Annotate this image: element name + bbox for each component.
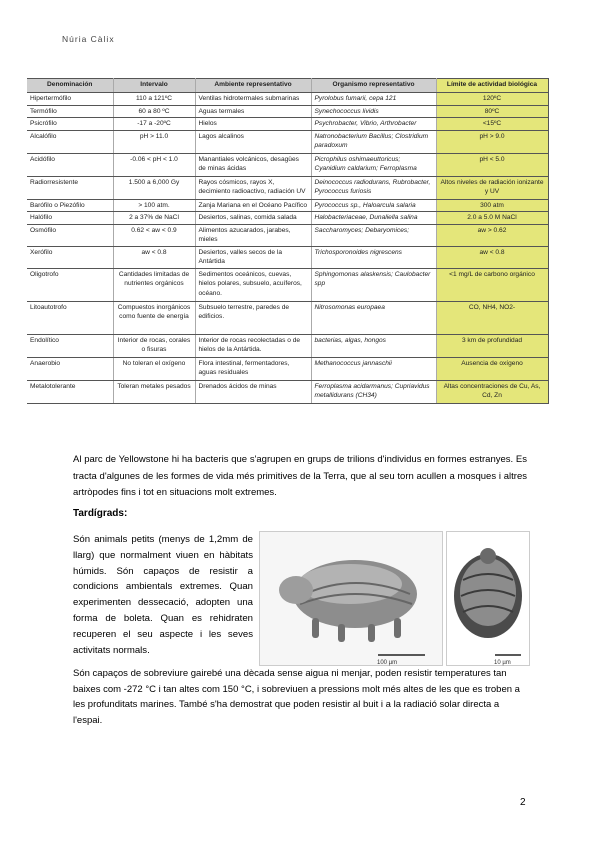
header-limite: Límite de actividad biológica (436, 79, 548, 93)
cell-environment: Drenados ácidos de minas (195, 380, 311, 403)
table-row (27, 199, 548, 212)
cell-interval: No toleran el oxígeno (113, 357, 195, 380)
cell-limit: <15ºC (436, 118, 548, 131)
header-ambiente: Ambiente representativo (195, 79, 311, 93)
cell-limit: 80ºC (436, 105, 548, 118)
cell-organism: Halobacteriaceae, Dunaliella salina (311, 212, 436, 225)
cell-organism: Picrophilus oshimaeuttoricus; Cyanidium caldarium; Ferroplasma (311, 153, 436, 176)
cell-organism: Ferroplasma acidarmanus; Cupriavidus metallidurans (CH34) (311, 380, 436, 403)
cell-interval: Cantidades limitadas de nutrientes orgánicos (113, 268, 195, 301)
cell-organism: Psychrobacter, Vibrio, Arthrobacter (311, 118, 436, 131)
cell-name: Radiorresistente (27, 176, 113, 199)
cell-limit: pH > 9.0 (436, 130, 548, 153)
cell-interval: > 100 atm. (113, 199, 195, 212)
cell-interval: Toleran metales pesados (113, 380, 195, 403)
cell-name: Endolítico (27, 334, 113, 357)
cell-limit: Altos niveles de radiación ionizante y UV (436, 176, 548, 199)
cell-environment: Ventilas hidrotermales submarinas (195, 93, 311, 106)
cell-environment: Desiertos, valles secos de la Antártida (195, 246, 311, 268)
cell-organism: Nitrosomonas europaea (311, 301, 436, 334)
cell-environment: Hielos (195, 118, 311, 131)
table-row (27, 334, 548, 357)
cell-organism: Methanococcus jannaschii (311, 357, 436, 380)
cell-environment: Rayos cósmicos, rayos X, decimiento radioactivo, radiación UV (195, 176, 311, 199)
tardigrade-tun-micrograph (446, 531, 530, 666)
section-heading-tardigrades: Tardígrads: (73, 508, 128, 519)
cell-organism: Pyrococcus sp., Haloarcula salaria (311, 199, 436, 212)
table-row (27, 212, 548, 225)
cell-interval: Compuestos inorgánicos como fuente de energía (113, 301, 195, 334)
cell-environment: Sedimentos oceánicos, cuevas, hielos polares, subsuelo, acuíferos, océano. (195, 268, 311, 301)
cell-name: Osmófilo (27, 224, 113, 246)
table-row (27, 105, 548, 118)
table-header-row (27, 79, 548, 93)
yellowstone-paragraph: Al parc de Yellowstone hi ha bacteris que s'agrupen en grups de trilions d'individus en formes estranyes. Es tracta d'algunes de les formes de vida més primitives de la Terra, que al seu torn acullen a mosques i altres artròpodes fins i tot en situacions molt extremes. (73, 454, 527, 498)
cell-organism: Pyrolobus fumarii, cepa 121 (311, 93, 436, 106)
table-row (27, 118, 548, 131)
cell-interval: 1.500 a 6,000 Gy (113, 176, 195, 199)
table-row (27, 93, 548, 106)
page-number: 2 (520, 797, 526, 808)
extremophile-table (27, 78, 549, 404)
author-name: Núria Càlix (62, 34, 115, 44)
cell-environment: Lagos alcalinos (195, 130, 311, 153)
cell-organism: bacterias, algas, hongos (311, 334, 436, 357)
table-row (27, 380, 548, 403)
cell-name: Psicrófilo (27, 118, 113, 131)
cell-limit: 2.0 a 5.0 M NaCl (436, 212, 548, 225)
cell-environment: Flora intestinal, fermentadores, aguas residuales (195, 357, 311, 380)
cell-name: Oligotrofo (27, 268, 113, 301)
cell-interval: 60 a 80 ºC (113, 105, 195, 118)
cell-environment: Aguas termales (195, 105, 311, 118)
cell-organism: Sphingomonas alaskensis; Caulobacter spp (311, 268, 436, 301)
cell-limit: aw < 0.8 (436, 246, 548, 268)
table-row (27, 268, 548, 301)
cell-environment: Manantiales volcánicos, desagües de minas ácidas (195, 153, 311, 176)
cell-organism: Deinococcus radiodurans, Rubrobacter, Pyrococcus furiosis (311, 176, 436, 199)
cell-interval: aw < 0.8 (113, 246, 195, 268)
cell-environment: Zanja Mariana en el Océano Pacífico (195, 199, 311, 212)
cell-name: Hipertermófilo (27, 93, 113, 106)
cell-name: Acidófilo (27, 153, 113, 176)
cell-organism: Natronobacterium Bacillus; Clostridium paradoxum (311, 130, 436, 153)
cell-interval: -17 a -20ºC (113, 118, 195, 131)
cell-limit: CO, NH4, NO2- (436, 301, 548, 334)
header-intervalo: Intervalo (113, 79, 195, 93)
header-denominacion: Denominación (27, 79, 113, 93)
scale-label-left: 100 µm (377, 660, 398, 666)
cell-organism: Synechococcus lividis (311, 105, 436, 118)
cell-limit: 120ºC (436, 93, 548, 106)
table-row (27, 357, 548, 380)
cell-environment: Alimentos azucarados, jarabes, mieles (195, 224, 311, 246)
cell-organism: Trichosporonoides nigrescens (311, 246, 436, 268)
cell-limit: Ausencia de oxígeno (436, 357, 548, 380)
tardigrade-micrograph (259, 531, 443, 666)
cell-interval: 0.62 < aw < 0.9 (113, 224, 195, 246)
cell-environment: Subsuelo terrestre, paredes de edificios. (195, 301, 311, 334)
cell-limit: pH < 5.0 (436, 153, 548, 176)
tardigrade-continuation-paragraph: Són capaços de sobreviure gairebé una dècada sense aigua ni menjar, poden resistir temperatures tan baixes com -272 °C i tan altes com 150 °C, i sobreviuen a pressions molt més altes de les que es troben a les profunditats marines. També s'ha demostrat que poden resistir al buit i a la radiació solar directa a l'espai. (73, 668, 520, 727)
cell-name: Metalotolerante (27, 380, 113, 403)
cell-interval: pH > 11.0 (113, 130, 195, 153)
cell-name: Barófilo o Piezófilo (27, 199, 113, 212)
cell-environment: Desiertos, salinas, comida salada (195, 212, 311, 225)
cell-limit: 300 atm (436, 199, 548, 212)
cell-name: Halófilo (27, 212, 113, 225)
header-organismo: Organismo representativo (311, 79, 436, 93)
cell-limit: <1 mg/L de carbono orgánico (436, 268, 548, 301)
cell-limit: aw > 0.62 (436, 224, 548, 246)
cell-name: Litoautotrofo (27, 301, 113, 334)
tardigrade-intro-paragraph: Són animals petits (menys de 1,2mm de llarg) que normalment viuen en hàbitats húmids. Són capaços de resistir a condicions ambientals extremes. Quan experimenten dessecació, adopten una forma de boleta. Quan es rehidraten recuperen el seu aspecte i les seves activitats normals. (73, 534, 253, 656)
table-row (27, 301, 548, 334)
cell-name: Alcalófilo (27, 130, 113, 153)
cell-name: Xerófilo (27, 246, 113, 268)
cell-interval: 110 a 121ºC (113, 93, 195, 106)
table-row (27, 224, 548, 246)
table-row (27, 176, 548, 199)
cell-environment: Interior de rocas recolectadas o de hielos de la Antártida. (195, 334, 311, 357)
cell-interval: -0.06 < pH < 1.0 (113, 153, 195, 176)
scale-label-right: 10 µm (494, 660, 511, 666)
cell-organism: Saccharomyces; Debaryomices; (311, 224, 436, 246)
cell-name: Anaerobio (27, 357, 113, 380)
cell-limit: 3 km de profundidad (436, 334, 548, 357)
cell-limit: Altas concentraciones de Cu, As, Cd, Zn (436, 380, 548, 403)
cell-name: Termófilo (27, 105, 113, 118)
table-row (27, 130, 548, 153)
cell-interval: Interior de rocas, corales o fisuras (113, 334, 195, 357)
cell-interval: 2 a 37% de NaCl (113, 212, 195, 225)
table-row (27, 153, 548, 176)
table-row (27, 246, 548, 268)
